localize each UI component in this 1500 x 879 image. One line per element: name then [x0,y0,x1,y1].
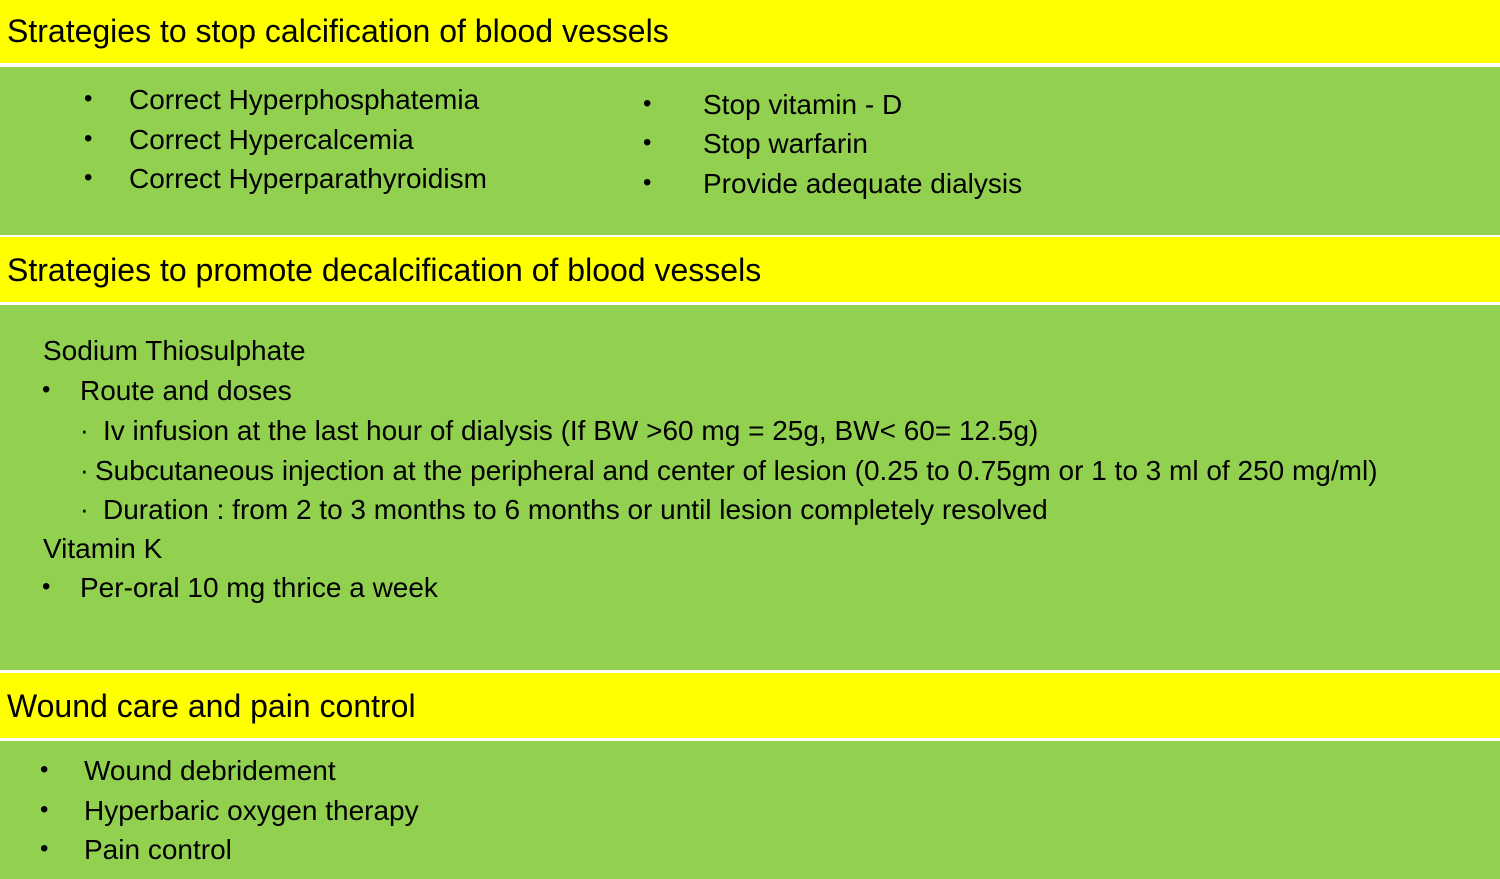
section2-title: Strategies to promote decalcification of blood vessels [7,252,762,288]
list-subitem: Duration : from 2 to 3 months to 6 months or until lesion completely resolved [103,494,1048,525]
list-item: Pain control [84,834,232,865]
list-item: Correct Hypercalcemia [129,124,414,155]
sub-bullet-icon: · [80,415,89,445]
drug-name: Sodium Thiosulphate [43,335,306,366]
bullet-icon: • [643,129,652,156]
list-item: Stop vitamin - D [703,89,903,120]
section1-title: Strategies to stop calcification of blood vessels [7,13,669,49]
list-item: Wound debridement [84,755,336,786]
list-subitem: Subcutaneous injection at the peripheral and center of lesion (0.25 to 0.75gm or 1 to 3 ml of 250 mg/ml) [95,455,1378,486]
bullet-icon: • [40,796,49,823]
list-item: Route and doses [80,375,292,406]
list-item: Correct Hyperparathyroidism [129,163,487,194]
bullet-icon: • [643,169,652,196]
section2-content [0,305,1500,670]
bullet-icon: • [84,85,93,112]
bullet-icon: • [84,125,93,152]
list-item: Per-oral 10 mg thrice a week [80,572,438,603]
section3-header [0,673,1500,738]
bullet-icon: • [40,756,49,783]
drug-name: Vitamin K [43,533,163,564]
list-item: Provide adequate dialysis [703,168,1023,199]
list-item: Stop warfarin [703,128,868,159]
list-item: Correct Hyperphosphatemia [129,84,480,115]
bullet-icon: • [40,835,49,862]
bullet-icon: • [84,164,93,191]
sub-bullet-icon: · [80,455,89,485]
bullet-icon: • [42,376,51,403]
section3-title: Wound care and pain control [7,688,416,724]
section1-content [0,67,1500,235]
list-subitem: Iv infusion at the last hour of dialysis (If BW >60 mg = 25g, BW< 60= 12.5g) [103,415,1039,446]
list-item: Hyperbaric oxygen therapy [84,795,419,826]
bullet-icon: • [643,90,652,117]
section1-header [0,0,1500,63]
section3-content [0,741,1500,879]
section2-header [0,237,1500,302]
bullet-icon: • [42,573,51,600]
sub-bullet-icon: · [80,494,89,524]
